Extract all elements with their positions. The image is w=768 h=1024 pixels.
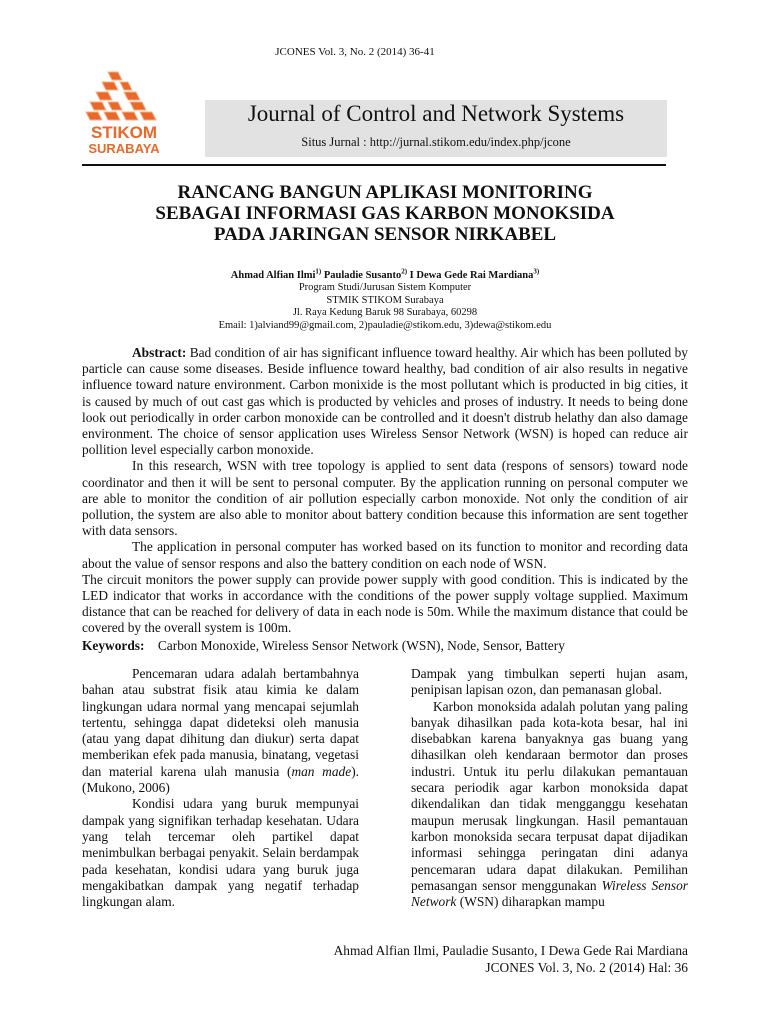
author-names: Ahmad Alfian Ilmi$^{1)}$ Pauladie Susanto$^{2)}$ I Dewa Gede Rai Mardiana$^{3)}$ (230, 267, 540, 281)
journal-site: Situs Jurnal : http://jurnal.stikom.edu/index.php/jcone (301, 135, 571, 149)
right-column (411, 666, 688, 910)
paper-title (82, 182, 688, 245)
author-dept: Program Studi/Jurusan Sistem Komputer (298, 282, 472, 293)
author-institution: STMIK STIKOM Surabaya (326, 294, 444, 306)
abstract-label: Abstract: (132, 345, 187, 360)
abstract-p4: The circuit monitors the power supply can provide power supply with good condition. This is indicated by the LED indicator that works in accordance with the conditions of the power supply voltage supplied. Maximum distance that can be reached for delivery of data in each node is 50m. While the maximum distance that could be covered by the overall system is 100m. (82, 571, 688, 636)
journal-reference: JCONES Vol. 3, No. 2 (2014) 36-41 (275, 46, 435, 58)
body-paragraph: Kondisi udara yang buruk mempunyai dampak yang signifikan terhadap kesehatan. Udara yang telah tercemar oleh partikel dapat menimbulkan berbagai penyakit. Selain berdampak pada kesehatan, kondisi udara yang buruk juga mengakibatkan dampak yang negatif terhadap lingkungan alam. (82, 796, 359, 910)
stikom-logo (84, 68, 164, 156)
abstract-p3: The application in personal computer has worked based on its function to monitor and recording data about the value of sensor respons and also the battery condition on each node of WSN. (82, 539, 688, 571)
footer-authors: Ahmad Alfian Ilmi, Pauladie Susanto, I Dewa Gede Rai Mardiana (333, 943, 688, 958)
keywords: Keywords: Carbon Monoxide, Wireless Sensor Network (WSN), Node, Sensor, Battery (82, 638, 565, 653)
svg-text:STIKOM: STIKOM (90, 123, 158, 142)
abstract-p1: Bad condition of air has significant influence toward healthy. Air which has been polluted by particle can cause some diseases. Beside influence toward healthy, bad condition of air also results in negative influence toward nature environment. Carbon monixide is the most pollutant which is producted in big cities, it is caused by much of out cast gas which is producted by vehicles and proses of industry. It needs to being done look out periodically in order carbon monoxide can be controlled and it doesn't distrub helathy dan also damage environment. The choice of sensor application uses Wireless Sensor Network (WSN) is hoped can reduce air pollition level especially carbon monoxide. (82, 345, 688, 458)
title-line: SEBAGAI INFORMASI GAS KARBON MONOKSIDA (155, 203, 615, 224)
author-address: Jl. Raya Kedung Baruk 98 Surabaya, 60298 (292, 307, 478, 318)
title-line: PADA JARINGAN SENSOR NIRKABEL (213, 224, 557, 245)
journal-title: Journal of Control and Network Systems (247, 101, 625, 126)
title-line: RANCANG BANGUN APLIKASI MONITORING (177, 182, 593, 203)
svg-text:SURABAYA: SURABAYA (88, 141, 160, 156)
header-rule (82, 164, 666, 166)
body-paragraph: Pencemaran udara adalah bertambahnya bahan atau substrat fisik atau kimia ke dalam lingkungan udara normal yang mencapai sejumlah tertentu, sehingga dapat dideteksi oleh manusia (atau yang dapat dihitung dan diukur) serta dapat memberikan efek pada manusia, binatang, vegetasi dan material karena ulah manusia (man made). (Mukono, 2006) (82, 666, 359, 796)
abstract (82, 345, 688, 637)
body-paragraph: Dampak yang timbulkan seperti hujan asam, penipisan lapisan ozon, dan pemanasan global. (411, 666, 688, 698)
left-column (82, 666, 359, 910)
author-email: Email: 1)alviand99@gmail.com, 2)pauladie@stikom.edu, 3)dewa@stikom.edu (218, 319, 552, 331)
page-footer (300, 942, 688, 976)
body-paragraph: Karbon monoksida adalah polutan yang paling banyak dihasilkan pada kota-kota besar, hal ini disebabkan karena banyaknya gas buang yang dihasilkan oleh kendaraan bermotor dan proses industri. Untuk itu perlu dilakukan pemantauan secara periodik agar karbon monoksida dapat dikendalikan dan tidak mengganggu kesehatan maupun merusak lingkungan. Hasil pemantauan karbon monoksida secara terpusat dapat dijadikan informasi sehingga peringatan dini adanya pencemaran udara dapat dilakukan. Pemilihan pemasangan sensor menggunakan Wireless Sensor Network (WSN) diharapkan mampu (411, 698, 688, 910)
abstract-p2: In this research, WSN with tree topology is applied to sent data (respons of sensors) toward node coordinator and then it will be sent to personal computer. By the application running on personal computer we are able to monitor the condition of air pollution especially carbon monoxide. Not only the condition of air pollution, the system are also able to monitor about battery condition because this information are sent together with data sensors. (82, 458, 688, 539)
footer-page-ref: JCONES Vol. 3, No. 2 (2014) Hal: 36 (485, 960, 688, 975)
author-block (82, 265, 688, 332)
